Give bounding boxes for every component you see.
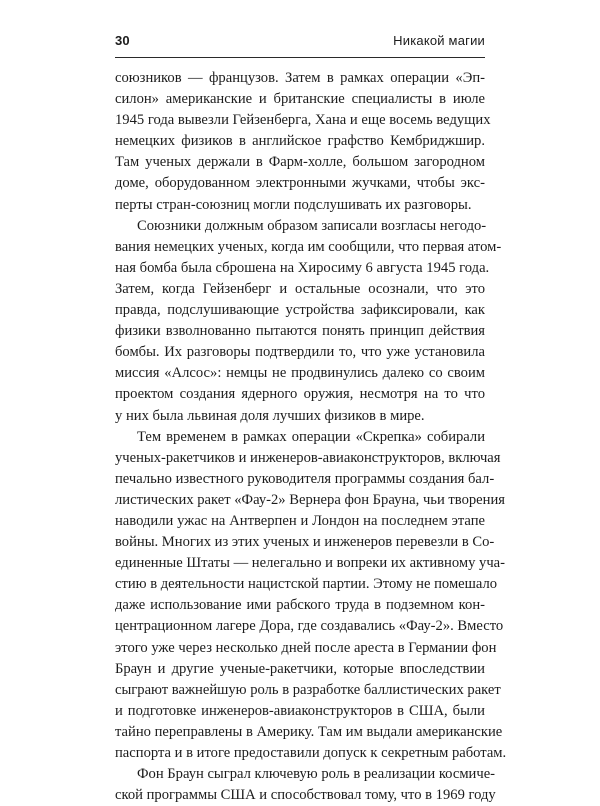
text-line: этого уже через несколько дней после ареста в Германии фон <box>115 639 497 656</box>
text-line: сыграют важнейшую роль в разработке баллистических ракет <box>115 681 501 698</box>
text-line: вания немецких ученых, когда им сообщили, что первая атом- <box>115 238 502 255</box>
text-line: Тем временем в рамках операции «Скрепка» собирали <box>137 428 485 445</box>
text-line: у них была львиная доля лучших физиков в мире. <box>115 407 425 424</box>
text-line: проектом создания ядерного оружия, несмотря на то что <box>115 386 485 403</box>
header-rule <box>115 57 485 58</box>
paragraph <box>115 68 491 216</box>
text-line: ная бомба была сброшена на Хиросиму 6 августа 1945 года. <box>115 259 490 276</box>
paragraph <box>115 427 507 765</box>
text-line: Союзники должным образом записали возгласы негодо- <box>137 217 487 234</box>
text-line: миссия «Алсос»: немцы не продвинулись далеко со своим <box>115 365 485 382</box>
text-line: наводили ужас на Антверпен и Лондон на последнем этапе <box>115 512 485 529</box>
text-line: Браун и другие ученые-ракетчики, которые впоследствии <box>115 660 485 677</box>
text-line: войны. Многих из этих ученых и инженеров перевезли в Со- <box>115 534 495 551</box>
text-line: единенные Штаты — нелегально и вопреки их активному уча- <box>115 555 506 572</box>
text-line: листических ракет «Фау-2» Вернера фон Брауна, чьи творения <box>115 491 505 508</box>
text-line: стию в деятельности нацистской партии. Этому не помешало <box>115 576 498 593</box>
text-line: паспорта и в итоге предоставили допуск к секретным работам. <box>115 745 507 761</box>
text-line: тайно переправлены в Америку. Там им выдали американские <box>115 723 503 740</box>
text-line: печально известного руководителя программы создания бал- <box>115 470 495 487</box>
text-line: Фон Браун сыграл ключевую роль в реализации космиче- <box>137 766 496 783</box>
page-number: 30 <box>115 32 130 48</box>
text-line: 1945 года вывезли Гейзенберга, Хана и еще восемь ведущих <box>115 112 491 129</box>
body-text <box>115 68 507 806</box>
text-line: немецких физиков в английское графство Кембриджшир. <box>115 133 485 150</box>
text-line: правда, подслушивающие устройства зафиксировали, как <box>115 302 485 319</box>
running-title: Никакой магии <box>393 32 485 48</box>
text-line: центрационном лагере Дора, где создавались «Фау-2». Вместо <box>115 618 504 635</box>
text-line: союзников — французов. Затем в рамках операции «Эп- <box>115 70 485 86</box>
text-line: Затем, когда Гейзенберг и остальные осознали, что это <box>115 280 485 297</box>
text-line: ученых-ракетчиков и инженеров-авиаконструкторов, включая <box>115 449 501 466</box>
text-line: физики взволнованно пытаются понять принцип действия <box>115 323 485 340</box>
text-line: и подготовке инженеров-авиаконструкторов в США, были <box>115 702 485 719</box>
text-line: доме, оборудованном электронными жучками, чтобы экс- <box>115 175 485 192</box>
text-line: даже использование ими рабского труда в подземном кон- <box>115 597 485 614</box>
text-line: ской программы США и способствовал тому, что в 1969 году <box>115 787 496 804</box>
running-header <box>115 30 485 50</box>
paragraph <box>115 764 496 806</box>
text-line: перты стран-союзниц могли подслушивать их разговоры. <box>115 196 472 213</box>
text-line: бомбы. Их разговоры подтвердили то, что уже установила <box>115 344 485 361</box>
paragraph <box>115 216 502 427</box>
text-line: Там ученых держали в Фарм-холле, большом загородном <box>115 154 485 171</box>
text-line: силон» американские и британские специалисты в июле <box>115 91 485 108</box>
